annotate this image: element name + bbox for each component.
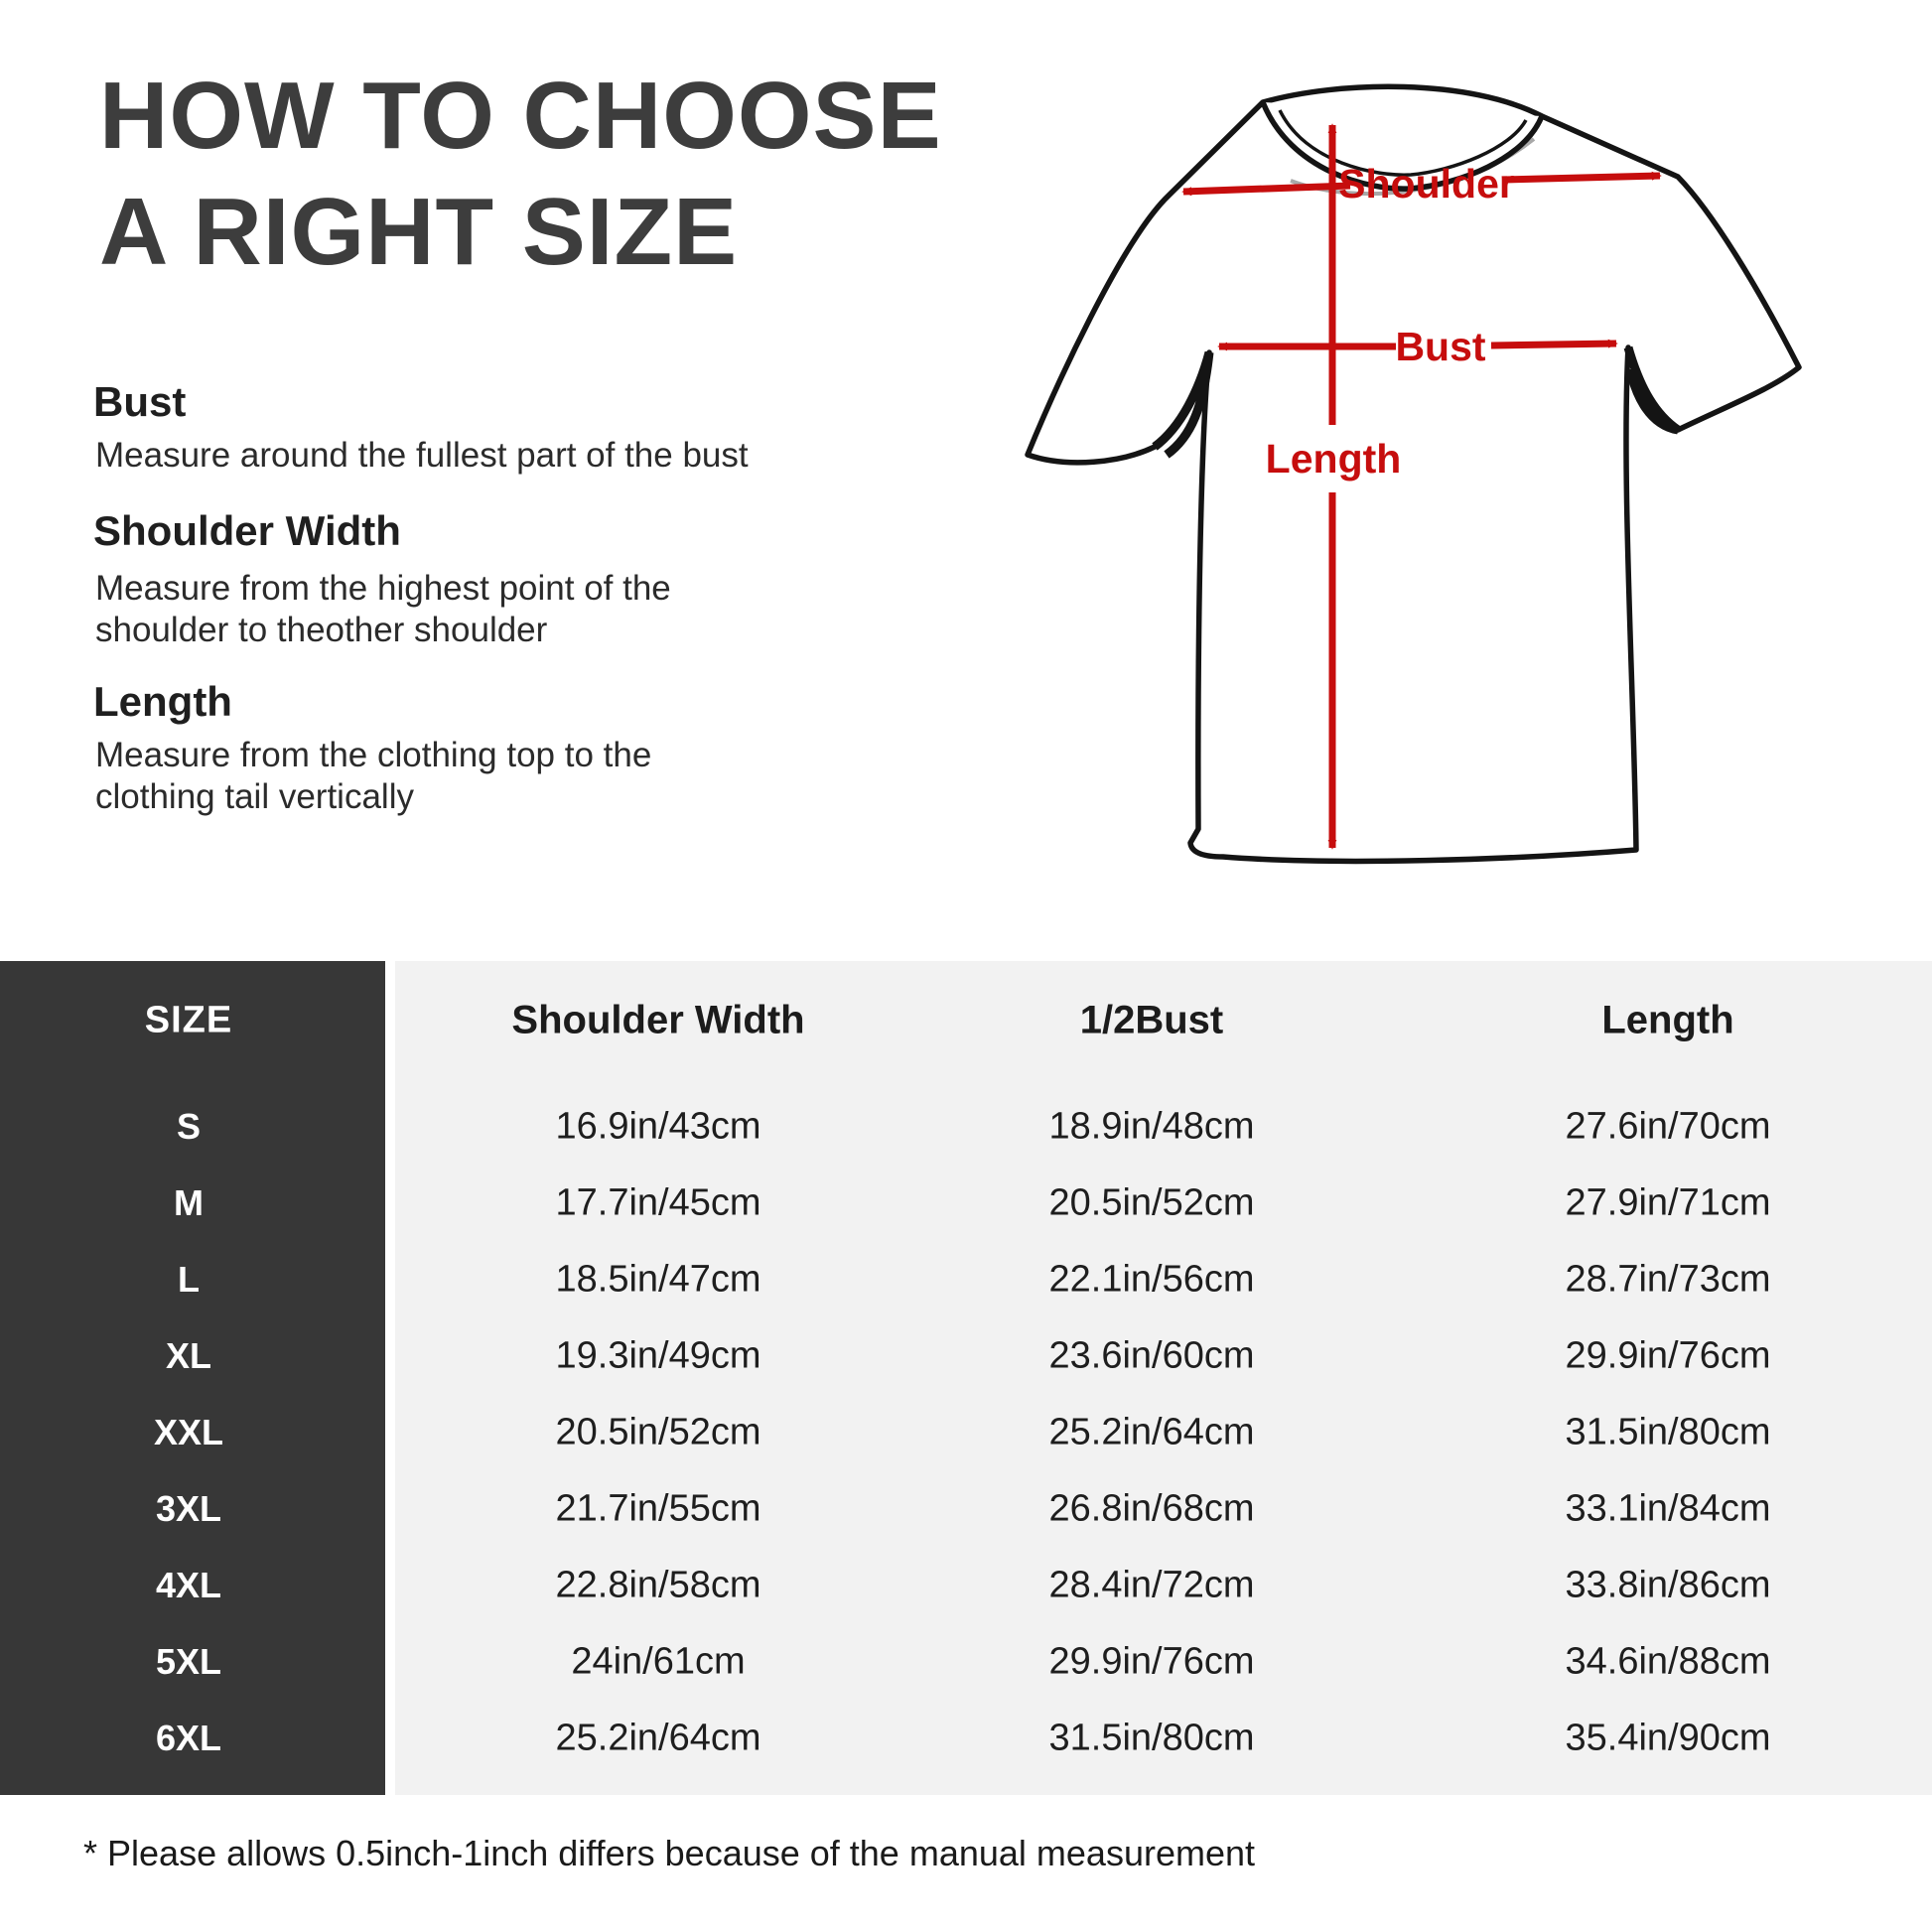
- size-label: 5XL: [155, 1641, 222, 1682]
- shoulder-value: 22.8in/58cm: [555, 1564, 761, 1606]
- length-value: 35.4in/90cm: [1565, 1717, 1771, 1759]
- length-description-line1: Measure from the clothing top to the: [95, 736, 652, 774]
- bust-value: 20.5in/52cm: [1048, 1181, 1255, 1224]
- shoulder-width-description-line1: Measure from the highest point of the: [95, 569, 671, 608]
- length-value: 34.6in/88cm: [1565, 1640, 1771, 1683]
- bust-value: 26.8in/68cm: [1048, 1487, 1255, 1530]
- shoulder-value: 19.3in/49cm: [555, 1334, 761, 1377]
- size-label: M: [174, 1182, 204, 1223]
- size-label: 6XL: [155, 1718, 222, 1758]
- length-value: 33.8in/86cm: [1565, 1564, 1771, 1606]
- length-value: 27.9in/71cm: [1565, 1181, 1771, 1224]
- size-label: L: [178, 1259, 200, 1300]
- column-header-shoulder-width: Shoulder Width: [511, 998, 805, 1042]
- bust-value: 25.2in/64cm: [1048, 1411, 1255, 1453]
- shoulder-value: 20.5in/52cm: [555, 1411, 761, 1453]
- shoulder-value: 24in/61cm: [571, 1640, 746, 1683]
- bust-value: 18.9in/48cm: [1048, 1105, 1255, 1148]
- shoulder-width-description-line2: shoulder to theother shoulder: [95, 611, 548, 649]
- size-label: XXL: [153, 1412, 224, 1452]
- shoulder-value: 18.5in/47cm: [555, 1258, 761, 1301]
- page-title-line1: HOW TO CHOOSE: [99, 63, 942, 169]
- column-header-half-bust: 1/2Bust: [1079, 998, 1224, 1042]
- column-header-size: SIZE: [144, 999, 233, 1041]
- bust-value: 22.1in/56cm: [1048, 1258, 1255, 1301]
- length-value: 31.5in/80cm: [1565, 1411, 1771, 1453]
- page-title-line2: A RIGHT SIZE: [99, 179, 739, 285]
- shoulder-label: Shoulder: [1338, 161, 1515, 207]
- shoulder-arrow-right: [1503, 176, 1660, 180]
- size-label: XL: [165, 1335, 212, 1376]
- length-value: 28.7in/73cm: [1565, 1258, 1771, 1301]
- bust-heading: Bust: [93, 378, 187, 425]
- bust-label: Bust: [1395, 324, 1486, 369]
- bust-value: 28.4in/72cm: [1048, 1564, 1255, 1606]
- shoulder-width-heading: Shoulder Width: [93, 507, 401, 554]
- size-label: S: [176, 1106, 202, 1147]
- length-heading: Length: [93, 678, 232, 725]
- length-value: 33.1in/84cm: [1565, 1487, 1771, 1530]
- length-value: 29.9in/76cm: [1565, 1334, 1771, 1377]
- bust-value: 29.9in/76cm: [1048, 1640, 1255, 1683]
- bust-value: 31.5in/80cm: [1048, 1717, 1255, 1759]
- length-description-line2: clothing tail vertically: [95, 777, 414, 816]
- shoulder-width-description: [95, 568, 671, 651]
- bust-arrow-right: [1491, 344, 1616, 345]
- shoulder-value: 17.7in/45cm: [555, 1181, 761, 1224]
- bust-value: 23.6in/60cm: [1048, 1334, 1255, 1377]
- size-label: 3XL: [155, 1488, 222, 1529]
- length-value: 27.6in/70cm: [1565, 1105, 1771, 1148]
- size-label: 4XL: [155, 1565, 222, 1605]
- length-description: [95, 735, 651, 818]
- shoulder-value: 25.2in/64cm: [555, 1717, 761, 1759]
- bust-description: Measure around the fullest part of the bust: [95, 436, 749, 475]
- shoulder-value: 16.9in/43cm: [555, 1105, 761, 1148]
- column-header-length: Length: [1601, 998, 1734, 1042]
- measurement-disclaimer: * Please allows 0.5inch-1inch differs because of the manual measurement: [83, 1833, 1256, 1873]
- shoulder-value: 21.7in/55cm: [555, 1487, 761, 1530]
- tshirt-measurement-diagram: [794, 50, 1932, 923]
- length-label: Length: [1265, 436, 1402, 482]
